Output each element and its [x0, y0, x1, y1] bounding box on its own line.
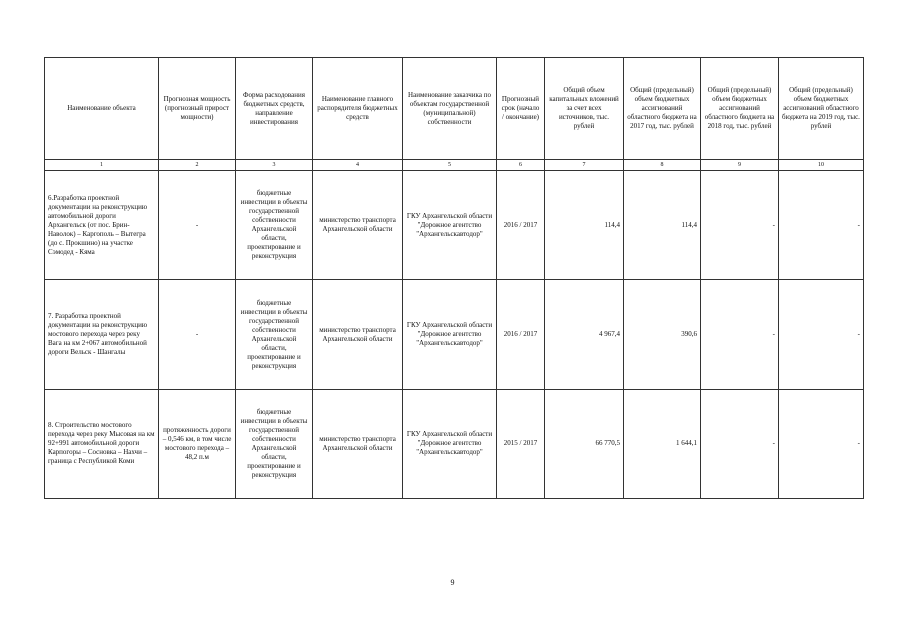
- column-number: 3: [236, 160, 313, 171]
- cell-budget-manager: министерство транспорта Архангельской области: [313, 171, 403, 280]
- cell-budget-2018: -: [701, 389, 779, 498]
- cell-capacity: -: [159, 280, 236, 389]
- cell-term: 2016 / 2017: [497, 171, 545, 280]
- page-number: 9: [450, 578, 455, 587]
- cell-total-investment: 114,4: [545, 171, 624, 280]
- header-row: [45, 58, 864, 160]
- header-capacity: Прогнозная мощность (прогнозный прирост мощности): [159, 58, 236, 160]
- column-number: 9: [701, 160, 779, 171]
- header-budget-manager: Наименование главного распорядителя бюджетных средств: [313, 58, 403, 160]
- header-budget-2018: Общий (предельный) объем бюджетных ассигнований областного бюджета на 2018 год, тыс. рублей: [701, 58, 779, 160]
- header-budget-2019: Общий (предельный) объем бюджетных ассигнований областного бюджета на 2019 год, тыс. рублей: [779, 58, 864, 160]
- column-number: 7: [545, 160, 624, 171]
- cell-budget-2017: 114,4: [624, 171, 701, 280]
- cell-budget-2019: -: [779, 389, 864, 498]
- table-row: [45, 171, 864, 280]
- cell-total-investment: 66 770,5: [545, 389, 624, 498]
- cell-budget-manager: министерство транспорта Архангельской области: [313, 389, 403, 498]
- header-budget-2017: Общий (предельный) объем бюджетных ассигнований областного бюджета на 2017 год, тыс. рублей: [624, 58, 701, 160]
- cell-budget-2018: -: [701, 171, 779, 280]
- header-object-name: Наименование объекта: [45, 58, 159, 160]
- cell-capacity: -: [159, 171, 236, 280]
- cell-spending-form: бюджетные инвестиции в объекты государственной собственности Архангельской области, проектирование и реконструкция: [236, 280, 313, 389]
- cell-object-name: 6.Разработка проектной документации на реконструкцию автомобильной дороги Архангельск (от пос. Брин-Наволок) – Каргополь – Вытегра (до с. Прокшино) на участке Сэмодед - Кяма: [45, 171, 159, 280]
- cell-total-investment: 4 967,4: [545, 280, 624, 389]
- table-row: [45, 280, 864, 389]
- cell-budget-2017: 1 644,1: [624, 389, 701, 498]
- cell-spending-form: бюджетные инвестиции в объекты государственной собственности Архангельской области, проектирование и реконструкция: [236, 171, 313, 280]
- column-number-row: [45, 160, 864, 171]
- header-total-investment: Общий объем капитальных вложений за счет всех источников, тыс. рублей: [545, 58, 624, 160]
- cell-customer: ГКУ Архангельской области "Дорожное агентство "Архангельскавтодор": [403, 280, 497, 389]
- column-number: 10: [779, 160, 864, 171]
- cell-budget-2017: 390,6: [624, 280, 701, 389]
- cell-budget-2019: -: [779, 171, 864, 280]
- column-number: 5: [403, 160, 497, 171]
- column-number: 2: [159, 160, 236, 171]
- cell-customer: ГКУ Архангельской области "Дорожное агентство "Архангельскавтодор": [403, 389, 497, 498]
- column-number: 6: [497, 160, 545, 171]
- header-spending-form: Форма расходования бюджетных средств, направление инвестирования: [236, 58, 313, 160]
- cell-object-name: 7. Разработка проектной документации на реконструкцию мостового перехода через реку Вага на км 2+067 автомобильной дороги Вельск - Шангалы: [45, 280, 159, 389]
- cell-spending-form: бюджетные инвестиции в объекты государственной собственности Архангельской области, проектирование и реконструкция: [236, 389, 313, 498]
- column-number: 4: [313, 160, 403, 171]
- header-term: Прогнозный срок (начало / окончание): [497, 58, 545, 160]
- header-customer: Наименование заказчика по объектам государственной (муниципальной) собственности: [403, 58, 497, 160]
- column-number: 1: [45, 160, 159, 171]
- column-number: 8: [624, 160, 701, 171]
- investment-objects-table: [44, 57, 864, 499]
- cell-term: 2016 / 2017: [497, 280, 545, 389]
- cell-term: 2015 / 2017: [497, 389, 545, 498]
- cell-budget-2018: -: [701, 280, 779, 389]
- cell-customer: ГКУ Архангельской области "Дорожное агентство "Архангельскавтодор": [403, 171, 497, 280]
- cell-capacity: протяженность дороги – 0,546 км, в том числе мостового перехода – 48,2 п.м: [159, 389, 236, 498]
- cell-budget-2019: -: [779, 280, 864, 389]
- cell-budget-manager: министерство транспорта Архангельской области: [313, 280, 403, 389]
- table-row: [45, 389, 864, 498]
- cell-object-name: 8. Строительство мостового перехода через реку Мысовая на км 92+991 автомобильной дороги Карпогоры – Сосновка – Нахчи – граница с Республикой Коми: [45, 389, 159, 498]
